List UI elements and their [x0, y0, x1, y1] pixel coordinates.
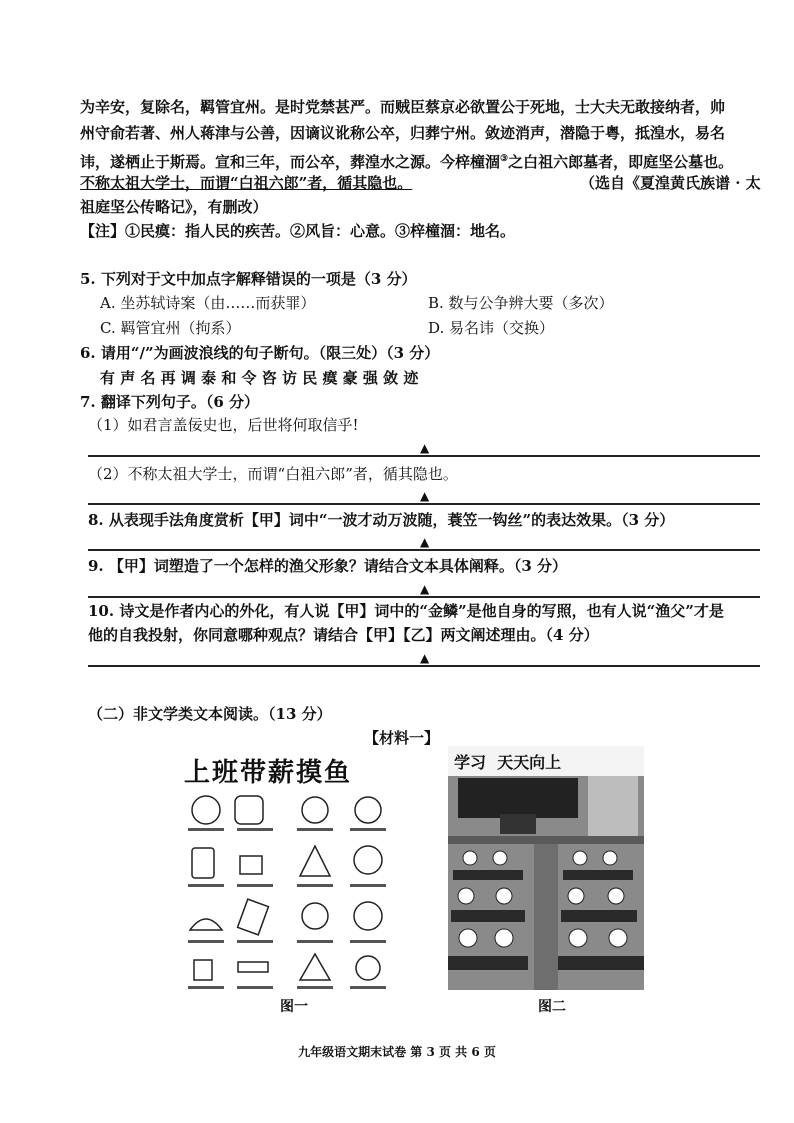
q7-stem: 7. 翻译下列句子。（6 分） — [80, 393, 260, 411]
q10-line-2: 他的自我投射，你同意哪种观点？请结合【甲】【乙】两文阐述理由。（4 分） — [88, 626, 599, 644]
q9-stem: 9. 【甲】词塑造了一个怎样的渔父形象？请结合文本具体阐释。（3 分） — [88, 557, 568, 575]
answer-line — [88, 665, 760, 667]
answer-marker: ▲ — [420, 651, 430, 665]
passage-line-3-b: 之白祖六郎墓者，即庭坚公墓也。 — [508, 153, 734, 171]
figure-2 — [448, 746, 644, 990]
answer-line — [88, 549, 760, 551]
passage-line-1: 为辛安，复除名，羁管宜州。是时党禁甚严。而贼臣蔡京必欲置公于死地，士大夫无敢接纳者，帅 — [80, 98, 726, 116]
q8-stem: 8. 从表现手法角度赏析【甲】词中“一波才动万波随，蓑笠一钩丝”的表达效果。（3 分） — [88, 511, 675, 529]
figure-2-caption: 图二 — [538, 999, 566, 1015]
figure-1-title: 上班带薪摸鱼 — [184, 758, 353, 788]
material-label: 【材料一】 — [364, 729, 440, 747]
passage-line-3 — [80, 148, 733, 173]
answer-line — [88, 455, 760, 457]
passage-line-5: 祖庭坚公传略记》，有删改） — [80, 198, 268, 216]
q5-stem: 5. 下列对于文中加点字解释错误的一项是（3 分） — [80, 270, 417, 288]
footnote-mark: ③ — [500, 154, 509, 164]
figure-1-caption: 图一 — [280, 999, 308, 1015]
section2-heading: （二）非文学类文本阅读。（13 分） — [88, 705, 332, 723]
source-note: （选自《夏湟黄氏族谱 · 太 — [580, 174, 761, 192]
figure-1 — [180, 750, 395, 995]
q6-sentence: 有 声 名 再 调 泰 和 令 咨 访 民 瘼 豪 强 敛 迹 — [100, 369, 419, 387]
answer-marker: ▲ — [420, 582, 430, 596]
annotation-note: 【注】①民瘼：指人民的疾苦。②风旨：心意。③梓橦涸：地名。 — [80, 222, 516, 240]
answer-line — [88, 596, 760, 598]
q5-option-c: C. 羁管宜州（拘系） — [100, 319, 241, 337]
q5-option-a: A. 坐苏轼诗案（由……而获罪） — [100, 294, 316, 312]
answer-marker: ▲ — [420, 441, 430, 455]
q7-sentence-2: （2）不称太祖大学士，而谓“白祖六郎”者，循其隐也。 — [88, 465, 458, 483]
answer-marker: ▲ — [420, 535, 430, 549]
page-footer: 九年级语文期末试卷 第 3 页 共 6 页 — [298, 1045, 496, 1059]
answer-marker: ▲ — [420, 489, 430, 503]
q6-stem: 6. 请用“/”为画波浪线的句子断句。（限三处）（3 分） — [80, 344, 440, 362]
figure-2-title: 学习 天天向上 — [454, 753, 562, 772]
passage-line-4 — [80, 172, 761, 194]
q10-line-1: 10. 诗文是作者内心的外化，有人说【甲】词中的“金鳞”是他自身的写照，也有人说“渔父”才是 — [88, 602, 724, 620]
q7-sentence-1: （1）如君言盖佞史也，后世将何取信乎! — [88, 416, 359, 434]
answer-line — [88, 503, 760, 505]
passage-line-3-a: 讳，遂栖止于斯焉。宣和三年，而公卒，葬湟水之源。今梓橦涸 — [80, 153, 501, 171]
figure-1-icon-grid — [180, 790, 395, 990]
q5-option-b: B. 数与公争辨大要（多次） — [428, 294, 614, 312]
passage-line-2: 州守俞若著、州人蒋津与公善，因谪议讹称公卒，归葬宁州。敛迹消声，潜隐于粤，抵湟水，易名 — [80, 124, 726, 142]
underlined-sentence: 不称太祖大学士，而谓“白祖六郎”者，循其隐也。 — [80, 174, 413, 192]
classroom-illustration — [448, 746, 644, 990]
q5-option-d: D. 易名讳（交换） — [428, 319, 555, 337]
